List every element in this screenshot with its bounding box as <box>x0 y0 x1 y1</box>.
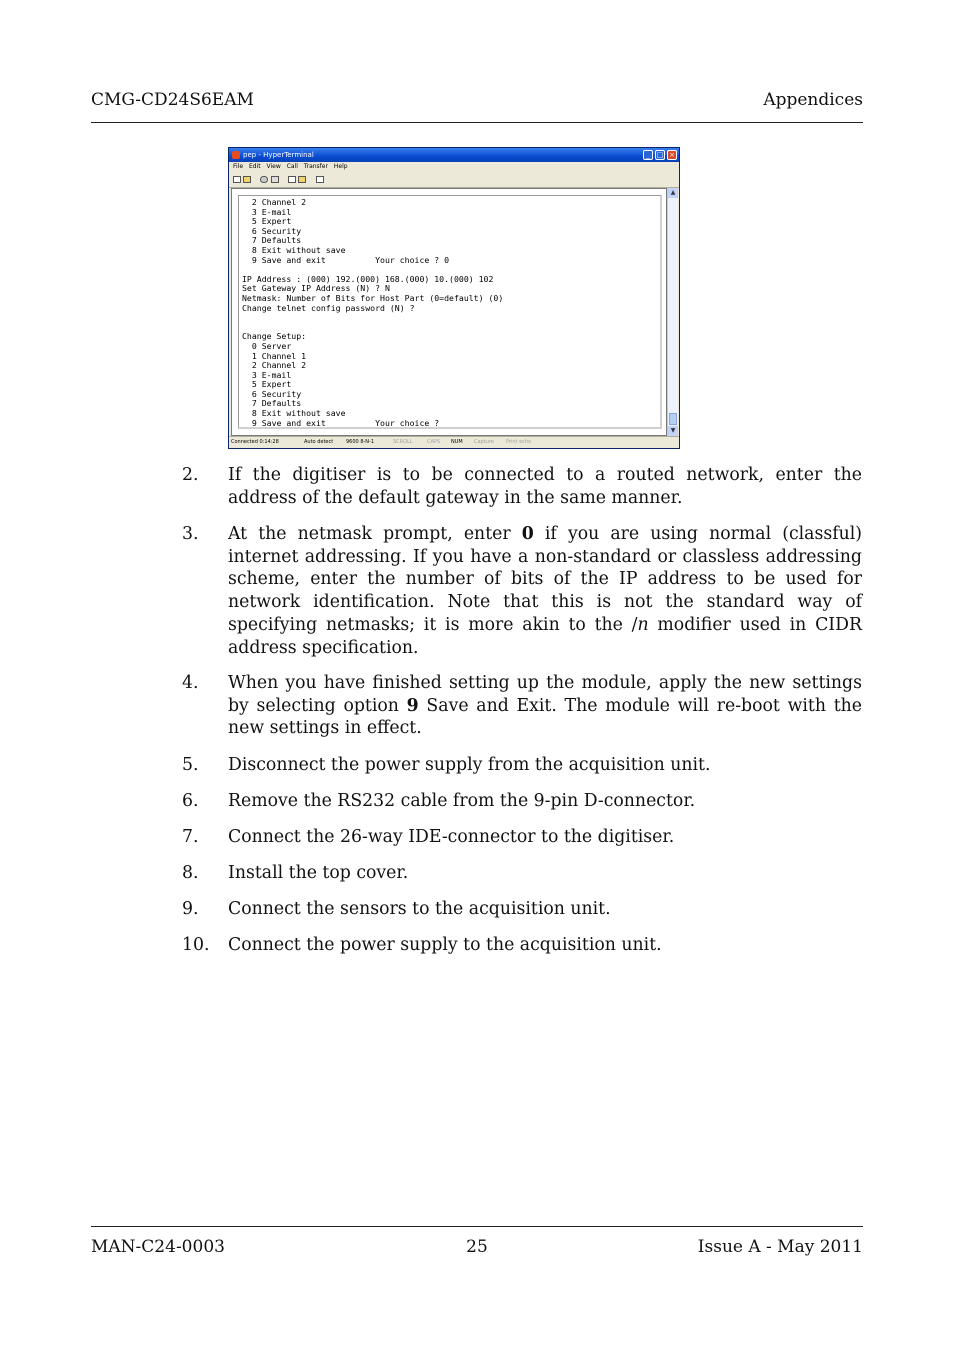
terminal-area[interactable] <box>231 188 667 436</box>
status-caps: CAPS <box>427 439 441 445</box>
step-number: 8. <box>182 863 199 883</box>
step-number: 6. <box>182 791 199 811</box>
step-text: If the digitiser is to be connected to a routed network, enter the address of the default gateway in the same manner. <box>228 465 862 508</box>
disconnect-icon[interactable] <box>271 176 279 183</box>
step-number: 5. <box>182 755 199 775</box>
status-bar <box>229 436 679 448</box>
close-icon[interactable]: × <box>667 150 677 160</box>
status-connected: Connected 0:14:28 <box>231 439 279 445</box>
properties-icon[interactable] <box>316 176 324 183</box>
step-text: Connect the sensors to the acquisition unit. <box>228 899 611 919</box>
toolbar <box>229 173 679 188</box>
bold-value: 0 <box>521 524 534 544</box>
menu-view[interactable]: View <box>266 163 281 170</box>
status-detect: Auto detect <box>304 439 334 445</box>
open-icon[interactable] <box>243 176 251 183</box>
step-text: Connect the power supply to the acquisition unit. <box>228 935 662 955</box>
step-text: Install the top cover. <box>228 863 409 883</box>
menu-help[interactable]: Help <box>333 163 348 170</box>
terminal-output: 2 Channel 2 3 E-mail 5 Expert 6 Security 7 Defaults 8 Exit without save 9 Save and exit Your choice ? 0 IP Address : (000) 192.(000) 168.(000) 10.(000) 102 Set Gateway IP Address (N) ? N Netmask: Number of Bits for Host Part (0=default) (0) Change telnet config password (N) ? Change Setup: 0 Server 1 Channel 1 2 Channel 2 3 E-mail 5 Expert 6 Security 7 Defaults 8 Exit without save 9 Save and exit Your choice ? <box>242 197 504 428</box>
status-settings: 9600 8-N-1 <box>346 439 375 445</box>
page-footer <box>91 1237 863 1261</box>
scroll-thumb[interactable] <box>669 413 677 425</box>
step-text: Remove the RS232 cable from the 9-pin D-connector. <box>228 791 696 811</box>
step-number: 10. <box>182 935 210 955</box>
italic-term: n <box>637 614 649 635</box>
bold-value: 9 <box>406 695 419 716</box>
step-text: At the netmask prompt, enter 0 if you are using normal (classful) internet addressing. If you have a non-standard or classless addressing scheme, enter the number of bits of the IP address to be used for network identification. Note that this is not the standard way of specifying netmasks; it is more akin to the /n modifier used in CIDR address specification. <box>228 524 863 658</box>
step-number: 4. <box>182 673 199 693</box>
footer-rule <box>91 1226 863 1227</box>
step-text: Disconnect the power supply from the acquisition unit. <box>228 755 711 775</box>
scroll-up-icon[interactable]: ▲ <box>668 188 678 198</box>
send-icon[interactable] <box>288 176 296 183</box>
hyperterminal-window <box>228 147 680 449</box>
step-number: 2. <box>182 465 199 485</box>
header-rule <box>91 122 863 123</box>
page-number: 25 <box>466 1237 488 1257</box>
step-text: When you have finished setting up the module, apply the new settings by selecting option 9 Save and Exit. The module will re-boot with the new settings in effect. <box>228 673 862 739</box>
terminal-frame <box>238 195 662 429</box>
minimize-icon[interactable]: _ <box>643 150 653 160</box>
step-number: 7. <box>182 827 199 847</box>
footer-issue: Issue A - May 2011 <box>697 1237 863 1257</box>
menu-file[interactable]: File <box>233 163 244 170</box>
menu-transfer[interactable]: Transfer <box>303 163 328 170</box>
status-scroll: SCROLL <box>393 439 413 445</box>
menu-bar <box>229 162 679 172</box>
step-number: 3. <box>182 524 199 544</box>
app-icon <box>232 151 240 159</box>
window-title: pep - HyperTerminal <box>243 151 314 159</box>
step-number: 9. <box>182 899 199 919</box>
footer-manual-id: MAN-C24-0003 <box>91 1237 225 1257</box>
header-document-id: CMG-CD24S6EAM <box>91 90 254 110</box>
new-icon[interactable] <box>233 176 241 183</box>
receive-icon[interactable] <box>298 176 306 183</box>
step-text: Connect the 26-way IDE-connector to the digitiser. <box>228 827 675 847</box>
maximize-icon[interactable]: □ <box>656 151 664 159</box>
window-titlebar <box>229 148 679 162</box>
connect-icon[interactable] <box>260 176 268 183</box>
scroll-down-icon[interactable]: ▼ <box>668 426 678 436</box>
menu-edit[interactable]: Edit <box>248 163 261 170</box>
header-section: Appendices <box>763 90 863 110</box>
status-num: NUM <box>451 439 463 445</box>
status-print-echo: Print echo <box>506 439 532 445</box>
page-header <box>91 90 863 114</box>
status-capture: Capture <box>474 439 494 445</box>
vertical-scrollbar[interactable] <box>667 188 678 436</box>
menu-call[interactable]: Call <box>286 163 298 170</box>
